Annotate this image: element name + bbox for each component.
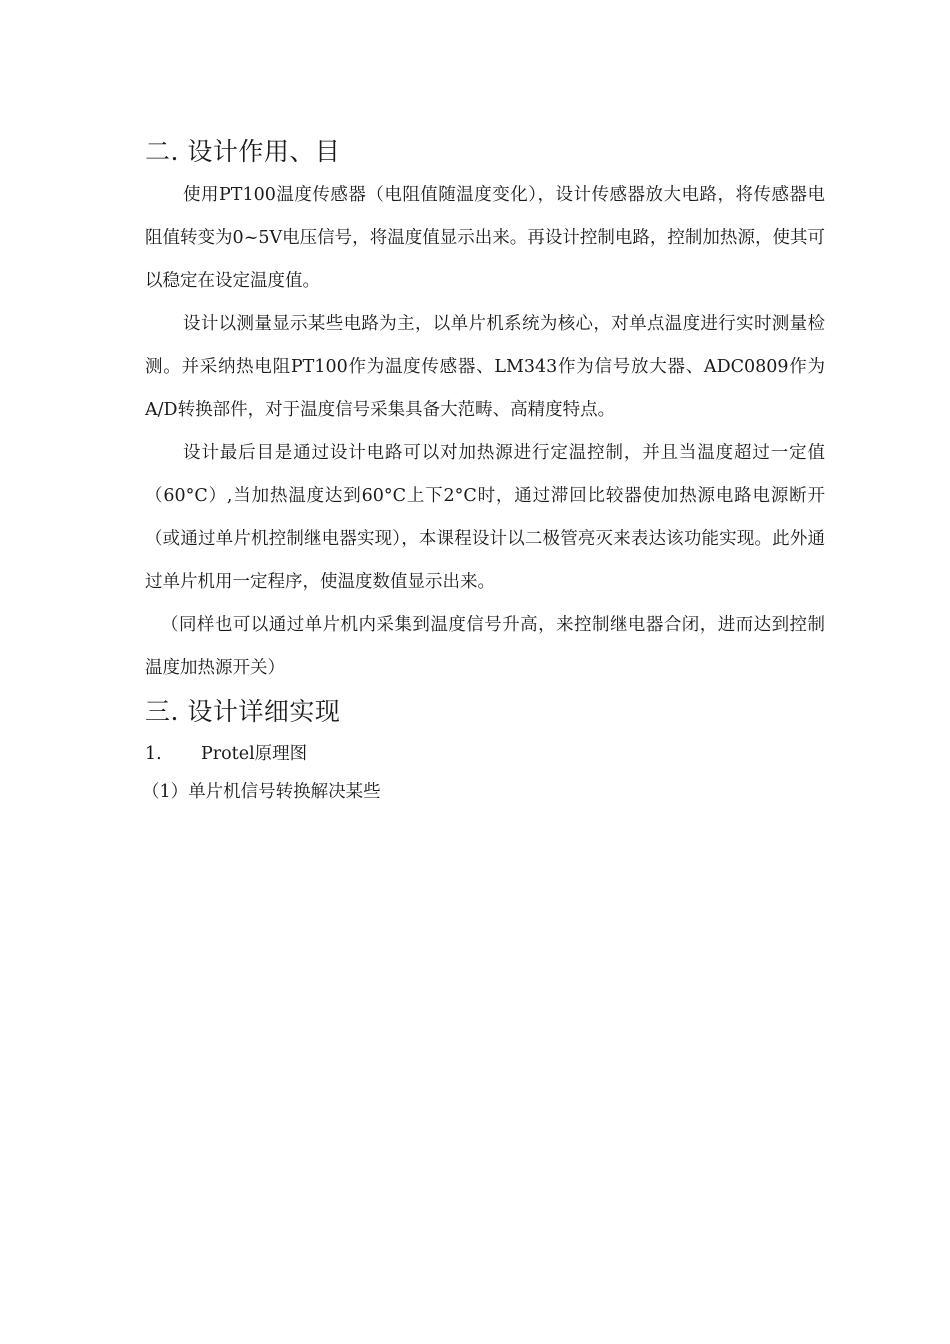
list-item-number: 1.: [145, 744, 162, 764]
section-heading-implementation: 三. 设计详细实现: [145, 697, 341, 726]
sub-item-mcu-signal: （1）单片机信号转换解决某些: [142, 782, 381, 802]
list-item-protel: [145, 734, 825, 774]
paragraph-relay-alternative: （同样也可以通过单片机内采集到温度信号升高，来控制继电器合闭，进而达到控制温度加热源开关）: [145, 615, 825, 678]
section-heading-design-purpose: 二. 设计作用、目: [145, 137, 341, 166]
paragraph-measurement-system: 设计以测量显示某些电路为主，以单片机系统为核心，对单点温度进行实时测量检测。并采纳热电阻PT100作为温度传感器、LM343作为信号放大器、ADC0809作为A/D转换部件，对于温度信号采集具备大范畴、高精度特点。: [145, 314, 825, 420]
document-content: [142, 130, 825, 810]
paragraph-temperature-control: 设计最后目是通过设计电路可以对加热源进行定温控制，并且当温度超过一定值（60°C）,当加热温度达到60°C上下2°C时，通过滞回比较器使加热源电路电源断开（或通过单片机控制继电器实现），本课程设计以二极管亮灭来表达该功能实现。此外通过单片机用一定程序，使温度数值显示出来。: [145, 443, 825, 592]
paragraph-pt100-overview: 使用PT100温度传感器（电阻值随温度变化），设计传感器放大电路，将传感器电阻值转变为0~5V电压信号，将温度值显示出来。再设计控制电路，控制加热源，使其可以稳定在设定温度值。: [145, 185, 825, 291]
list-item-label: Protel原理图: [201, 744, 308, 764]
